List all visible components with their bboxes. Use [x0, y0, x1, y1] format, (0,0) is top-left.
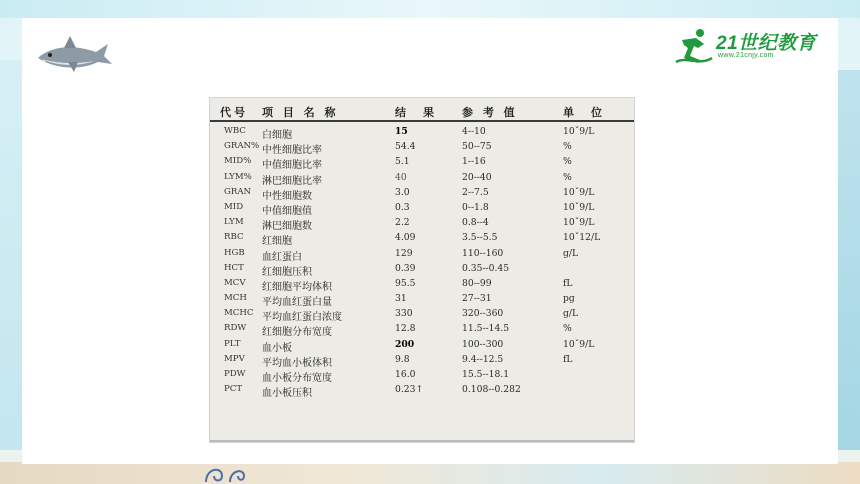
right-decorative-band [838, 70, 860, 450]
row-name: 红细胞平均体积 [262, 281, 332, 293]
row-name: 中值细胞值 [262, 205, 312, 217]
row-name: 平均血红蛋白浓度 [262, 312, 342, 324]
top-decorative-band [0, 0, 860, 18]
row-name: 淋巴细胞数 [262, 221, 312, 233]
row-code: PCT [224, 384, 243, 395]
swirl-decoration-icon [200, 460, 260, 484]
table-row [210, 307, 634, 322]
row-code: MCHC [224, 308, 254, 319]
row-result: 95.5 [395, 277, 416, 289]
row-unit: g/L [563, 247, 579, 259]
row-name: 红细胞 [262, 236, 292, 248]
row-result: 5.1 [395, 156, 410, 168]
table-row [210, 353, 634, 368]
row-name: 白细胞 [262, 130, 292, 141]
row-code: PLT [224, 338, 241, 349]
brand-name: 21世纪教育 [716, 33, 817, 54]
table-row [210, 125, 634, 140]
slide-canvas [22, 18, 838, 464]
row-result: 31 [395, 293, 407, 305]
row-code: PDW [224, 369, 246, 379]
row-reference: 2--7.5 [462, 186, 489, 198]
row-reference: 320--360 [462, 308, 504, 320]
row-result: 0.3 [395, 201, 410, 213]
row-unit: fL [563, 353, 573, 365]
row-result: 330 [395, 308, 413, 320]
header-unit: 单 位 [563, 106, 605, 119]
report-bottom-rule [210, 440, 634, 442]
row-code: MID [224, 201, 244, 212]
row-result: 40 [395, 171, 407, 183]
row-unit: 10ˇ9/L [563, 126, 595, 137]
row-result: 12.8 [395, 323, 416, 335]
row-name: 平均血红蛋白量 [262, 297, 332, 309]
row-reference: 3.5--5.5 [462, 232, 498, 244]
row-code: GRAN% [224, 141, 260, 152]
row-result: 16.0 [395, 369, 416, 380]
table-row [210, 155, 634, 170]
row-reference: 50--75 [462, 141, 492, 153]
table-row [210, 338, 634, 353]
row-result: 15 [395, 126, 408, 137]
row-reference: 11.5--14.5 [462, 323, 510, 335]
table-row [210, 247, 634, 262]
row-name: 淋巴细胞比率 [262, 175, 322, 187]
row-unit: 10ˇ9/L [563, 201, 595, 213]
table-row [210, 171, 634, 186]
row-reference: 0--1.8 [462, 201, 489, 213]
row-name: 血小板压积 [262, 388, 312, 400]
row-code: MPV [224, 353, 245, 364]
header-code-name: 代号 项 目 名 称 [220, 106, 339, 119]
row-result: 0.39 [395, 262, 416, 274]
row-code: MCV [224, 277, 246, 288]
table-row [210, 140, 634, 155]
header-reference: 参 考 值 [462, 106, 518, 119]
row-code: HCT [224, 262, 244, 273]
row-unit: 10ˇ9/L [563, 186, 595, 198]
row-code: LYM% [224, 171, 252, 182]
row-name: 血红蛋白 [262, 251, 302, 263]
row-reference: 0.108--0.282 [462, 384, 521, 396]
table-row [210, 383, 634, 398]
bottom-decorative-band [0, 462, 860, 484]
row-code: LYM [224, 217, 244, 228]
running-figure-icon [674, 26, 714, 66]
table-row [210, 277, 634, 292]
row-code: GRAN [224, 186, 252, 197]
report-rows [210, 125, 634, 398]
header-result: 结 果 [395, 106, 437, 119]
report-header [210, 98, 634, 122]
table-row [210, 201, 634, 216]
row-reference: 9.4--12.5 [462, 353, 504, 365]
row-result: 200 [395, 338, 415, 350]
row-code: RBC [224, 232, 244, 243]
row-code: RDW [224, 323, 247, 334]
row-reference: 0.35--0.45 [462, 262, 510, 274]
row-name: 中性细胞比率 [262, 145, 322, 157]
row-reference: 15.5--18.1 [462, 369, 510, 380]
row-unit: 10ˇ9/L [563, 338, 595, 350]
shark-icon [34, 34, 114, 76]
row-unit: % [563, 141, 572, 153]
row-unit: g/L [563, 308, 579, 320]
row-name: 红细胞压积 [262, 266, 312, 278]
row-reference: 80--99 [462, 277, 492, 289]
row-unit: pg [563, 293, 575, 305]
table-row [210, 231, 634, 246]
brand-logo [674, 26, 824, 68]
row-code: WBC [224, 126, 246, 136]
table-row [210, 322, 634, 337]
row-unit: 10ˇ12/L [563, 232, 601, 244]
row-unit: 10ˇ9/L [563, 217, 595, 229]
row-reference: 0.8--4 [462, 217, 489, 229]
row-name: 平均血小板体积 [262, 357, 332, 369]
table-row [210, 262, 634, 277]
row-name: 红细胞分布宽度 [262, 327, 332, 339]
row-reference: 20--40 [462, 171, 492, 183]
brand-url: www.21cnjy.com [718, 52, 774, 59]
row-code: MCH [224, 293, 247, 304]
row-unit: % [563, 323, 572, 335]
row-result: 9.8 [395, 353, 410, 365]
row-name: 血小板 [262, 342, 292, 354]
blood-test-report [210, 98, 634, 442]
row-result: 54.4 [395, 141, 416, 153]
row-result: 2.2 [395, 217, 410, 229]
row-name: 中值细胞比率 [262, 160, 322, 172]
table-row [210, 368, 634, 383]
row-result: 3.0 [395, 186, 410, 198]
row-reference: 110--160 [462, 247, 504, 259]
table-row [210, 186, 634, 201]
row-result: 4.09 [395, 232, 416, 244]
table-row [210, 216, 634, 231]
left-decorative-band [0, 60, 22, 450]
row-result: 0.23↑ [395, 384, 424, 396]
row-reference: 27--31 [462, 293, 492, 305]
row-unit: % [563, 156, 572, 168]
row-unit: % [563, 171, 572, 183]
row-name: 中性细胞数 [262, 190, 312, 202]
row-result: 129 [395, 247, 413, 259]
row-code: MID% [224, 156, 252, 167]
row-name: 血小板分布宽度 [262, 373, 332, 384]
row-reference: 1--16 [462, 156, 486, 168]
row-unit: fL [563, 277, 573, 289]
table-row [210, 292, 634, 307]
row-reference: 100--300 [462, 338, 504, 350]
row-code: HGB [224, 247, 245, 258]
row-reference: 4--10 [462, 126, 486, 137]
